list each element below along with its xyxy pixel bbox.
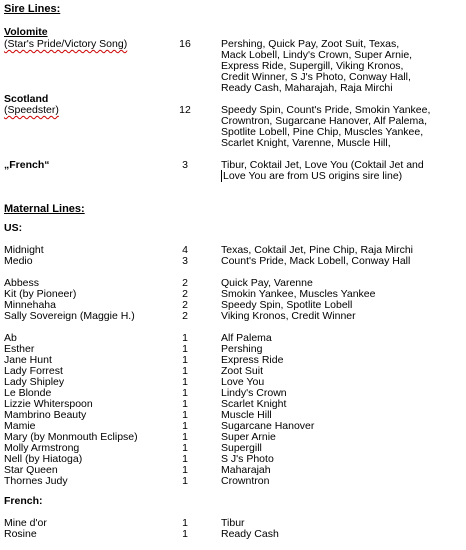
sire-name: Volomite [4,26,48,38]
dam-offspring: Zoot Suit [221,365,264,377]
dam-count: 1 [182,528,188,540]
dam-name: Molly Armstrong [4,442,80,454]
dam-count: 1 [182,354,188,366]
sire-parentage-text: (Speedster) [4,104,59,116]
dam-offspring: Crowntron [221,475,270,487]
dam-name: Mambrino Beauty [4,409,87,421]
dam-offspring: Super Arnie [221,431,276,443]
dam-offspring: S J's Photo [221,453,274,465]
dam-offspring: Alf Palema [221,332,272,344]
dam-name: Minnehaha [4,299,56,311]
dam-name: Lady Shipley [4,376,65,388]
sire-count: 12 [179,104,191,116]
dam-count: 1 [182,409,188,421]
dam-name: Esther [4,343,35,355]
dam-count: 2 [182,299,188,311]
dam-name: Ab [4,332,17,344]
sire-count: 16 [179,38,191,50]
dam-count: 1 [182,365,188,377]
dam-offspring: Quick Pay, Varenne [221,277,313,289]
dam-name: Medio [4,255,33,267]
dam-name: Rosine [4,528,37,540]
dam-offspring: Supergill [221,442,262,454]
dam-offspring: Muscle Hill [221,409,272,421]
sire-offspring-line: Pershing, Quick Pay, Zoot Suit, Texas, [221,38,400,50]
dam-name: Kit (by Pioneer) [4,288,77,300]
sire-name: „French“ [4,159,50,171]
dam-name: Sally Sovereign (Maggie H.) [4,310,135,322]
dam-count: 2 [182,277,188,289]
dam-count: 1 [182,517,188,529]
french-heading: French: [4,495,43,507]
dam-name: Thornes Judy [4,475,68,487]
dam-name: Lady Forrest [4,365,63,377]
sire-name: Scotland [4,93,49,105]
sire-offspring-line: Crowntron, Sugarcane Hanover, Alf Palema, [221,115,428,127]
dam-offspring: Scarlet Knight [221,398,287,410]
dam-count: 1 [182,475,188,487]
dam-name: Mine d'or [4,517,47,529]
dam-offspring: Texas, Coktail Jet, Pine Chip, Raja Mirchi [221,244,413,256]
dam-count: 1 [182,343,188,355]
sire-count: 3 [182,159,188,171]
dam-count: 1 [182,442,188,454]
sire-lines-heading: Sire Lines: [4,3,61,15]
dam-count: 1 [182,332,188,344]
dam-offspring: Express Ride [221,354,284,366]
dam-count: 1 [182,376,188,388]
dam-count: 1 [182,387,188,399]
dam-count: 3 [182,255,188,267]
dam-offspring: Count's Pride, Mack Lobell, Conway Hall [221,255,411,267]
sire-parentage [4,105,59,116]
dam-count: 4 [182,244,188,256]
dam-offspring: Viking Kronos, Credit Winner [221,310,356,322]
dam-offspring: Tibur [221,517,245,529]
dam-count: 2 [182,288,188,300]
sire-offspring-line: Scarlet Knight, Varenne, Muscle Hill, [221,137,391,149]
dam-count: 1 [182,431,188,443]
dam-count: 1 [182,398,188,410]
dam-name: Mary (by Monmouth Eclipse) [4,431,138,443]
dam-offspring: Smokin Yankee, Muscles Yankee [221,288,376,300]
us-heading: US: [4,222,23,234]
dam-count: 2 [182,310,188,322]
sire-offspring-line: Spotlite Lobell, Pine Chip, Muscles Yankee, [221,126,424,138]
dam-name: Jane Hunt [4,354,52,366]
dam-offspring: Speedy Spin, Spotlite Lobell [221,299,353,311]
dam-offspring: Love You [221,376,265,388]
dam-offspring: Pershing [221,343,263,355]
sire-offspring-line: Speedy Spin, Count's Pride, Smokin Yankee, [221,104,431,116]
sire-parentage [4,39,127,50]
dam-offspring: Sugarcane Hanover [221,420,315,432]
dam-offspring: Ready Cash [221,528,279,540]
text-cursor: Love You are from US origins sire line) [223,170,403,182]
dam-offspring: Lindy's Crown [221,387,287,399]
sire-offspring-line: Credit Winner, S J's Photo, Conway Hall, [221,71,411,83]
maternal-lines-heading: Maternal Lines: [4,203,85,215]
dam-name: Nell (by Hiatoga) [4,453,83,465]
dam-count: 1 [182,464,188,476]
sire-offspring-line: Express Ride, Supergill, Viking Kronos, [221,60,404,72]
dam-name: Lizzie Whiterspoon [4,398,93,410]
dam-count: 1 [182,453,188,465]
dam-name: Abbess [4,277,40,289]
dam-offspring: Maharajah [221,464,271,476]
dam-name: Le Blonde [4,387,52,399]
sire-offspring-line: Mack Lobell, Lindy's Crown, Super Arnie, [221,49,413,61]
dam-name: Star Queen [4,464,58,476]
sire-offspring-line [221,171,402,182]
sire-offspring-line: Ready Cash, Maharajah, Raja Mirchi [221,82,393,94]
sire-offspring-line: Tibur, Coktail Jet, Love You (Coktail Jet and [221,159,424,171]
dam-count: 1 [182,420,188,432]
dam-name: Mamie [4,420,36,432]
sire-parentage-text: (Star's Pride/Victory Song) [4,38,128,50]
dam-name: Midnight [4,244,44,256]
